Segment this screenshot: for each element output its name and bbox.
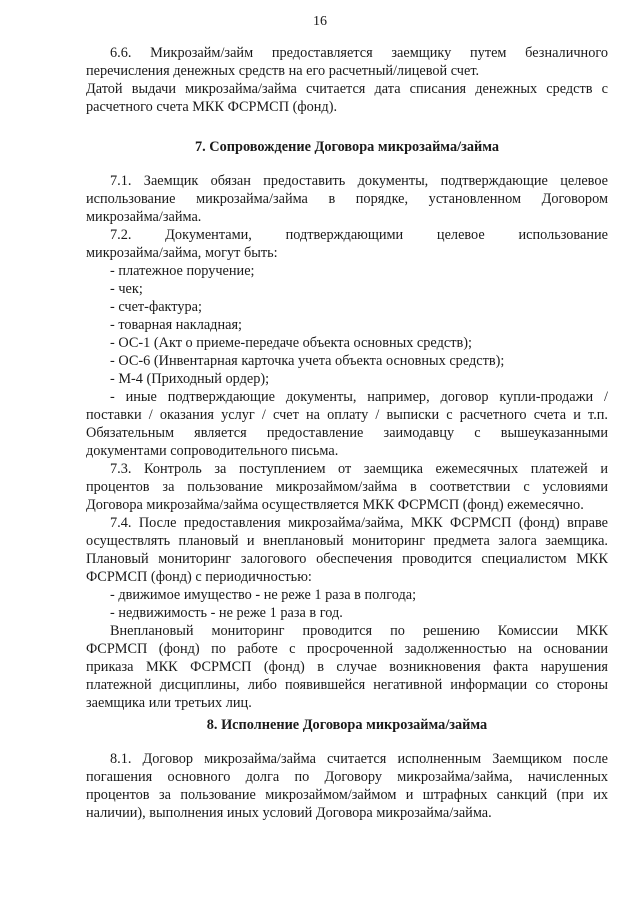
document-list — [86, 262, 608, 406]
text-line: процентов за пользование микрозаймом/займа в соответствии с условиями — [86, 479, 608, 495]
text-line: документами сопроводительного письма. — [86, 443, 339, 459]
text-line: использование микрозайма/займа в порядке, установленном Договором — [86, 191, 608, 207]
text-line: приказа МКК ФСРМСП (фонд) в случае возникновения факта нарушения — [86, 659, 608, 675]
paragraph-6-6 — [86, 44, 608, 116]
text-line: расчетного счета МКК ФСРМСП (фонд). — [86, 99, 338, 115]
text-line: 7.3. Контроль за поступлением от заемщика ежемесячных платежей и — [110, 461, 608, 477]
list-item: - ОС-1 (Акт о приеме-передаче объекта основных средств); — [110, 335, 472, 351]
section-8-heading: 8. Исполнение Договора микрозайма/займа — [206, 717, 488, 733]
text-line: 7.1. Заемщик обязан предоставить документы, подтверждающие целевое — [110, 173, 608, 189]
list-item: - движимое имущество - не реже 1 раза в полгода; — [110, 587, 417, 603]
text-line: 8.1. Договор микрозайма/займа считается исполненным Заемщиком после — [110, 751, 608, 767]
list-item: - товарная накладная; — [110, 317, 242, 333]
paragraph-7-4 — [86, 514, 608, 586]
text-line: ФСРМСП (фонд) по работе с просроченной задолженностью на основании — [86, 641, 608, 657]
text-line: поставки / оказания услуг / счет на оплату / выписки с расчетного счета и т.п. — [86, 407, 608, 423]
list-item: - ОС-6 (Инвентарная карточка учета объекта основных средств); — [110, 353, 505, 369]
paragraph-7-2-cont — [86, 406, 608, 460]
list-item: - счет-фактура; — [110, 299, 202, 315]
text-line: Обязательным является предоставление заимодавцу с вышеуказанными — [86, 425, 608, 441]
paragraph-8-1 — [86, 750, 608, 822]
list-item: - иные подтверждающие документы, например, договор купли-продажи / — [110, 389, 608, 405]
paragraph-unscheduled-monitoring — [86, 622, 608, 712]
text-line: микрозайма/займа. — [86, 209, 202, 225]
text-line: платежной дисциплины, либо появившейся негативной информации со стороны — [86, 677, 608, 693]
text-line: ФСРМСП (фонд) с периодичностью: — [86, 569, 312, 585]
text-line: 7.4. После предоставления микрозайма/займа, МКК ФСРМСП (фонд) вправе — [110, 515, 608, 531]
text-line: Договора микрозайма/займа осуществляется МКК ФСРМСП (фонд) ежемесячно. — [86, 497, 584, 513]
text-line: 7.2. Документами, подтверждающими целевое использование — [110, 227, 608, 243]
section-7-heading: 7. Сопровождение Договора микрозайма/займа — [195, 139, 499, 155]
monitoring-list — [86, 586, 608, 622]
paragraph-7-2 — [86, 226, 608, 262]
paragraph-7-1 — [86, 172, 608, 226]
text-line: процентов за пользование микрозаймом/займом и штрафных санкций (при их — [86, 787, 608, 803]
list-item: - платежное поручение; — [110, 263, 255, 279]
page-number: 16 — [313, 14, 327, 29]
paragraph-7-3 — [86, 460, 608, 514]
text-line: Плановый мониторинг залогового обеспечения проводится специалистом МКК — [86, 551, 608, 567]
text-line: Датой выдачи микрозайма/займа считается дата списания денежных средств с — [86, 81, 608, 97]
text-line: 6.6. Микрозайм/займ предоставляется заемщику путем безналичного — [110, 45, 608, 61]
list-item: - недвижимость - не реже 1 раза в год. — [110, 605, 343, 621]
text-line: перечисления денежных средств на его расчетный/лицевой счет. — [86, 63, 480, 79]
text-line: Внеплановый мониторинг проводится по решению Комиссии МКК — [110, 623, 608, 639]
text-line: наличии), выполнения иных условий Договора микрозайма/займа. — [86, 805, 492, 821]
text-line: микрозайма/займа, могут быть: — [86, 245, 278, 261]
list-item: - М-4 (Приходный ордер); — [110, 371, 270, 387]
list-item: - чек; — [110, 281, 143, 297]
text-line: заемщика или третьих лиц. — [86, 695, 252, 711]
text-line: осуществлять плановый и внеплановый мониторинг предмета залога заемщика. — [86, 533, 608, 549]
text-line: погашения основного долга по Договору микрозайма/займа, начисленных — [86, 769, 608, 785]
